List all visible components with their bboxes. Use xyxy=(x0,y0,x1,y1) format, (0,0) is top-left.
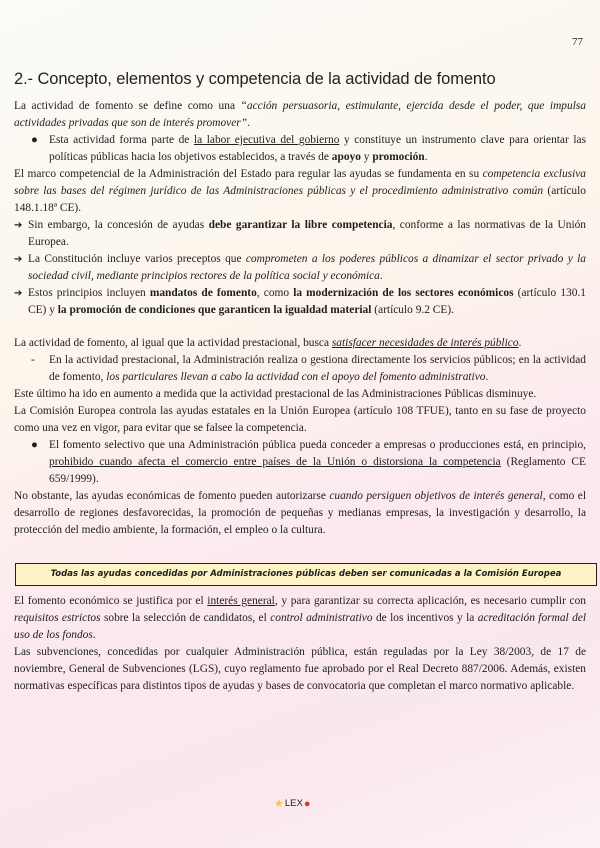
section-title: 2.- Concepto, elementos y competencia de la actividad de fomento xyxy=(14,70,496,88)
notice-box: Todas las ayudas concedidas por Administraciones públicas deben ser comunicadas a la Comisión Europea xyxy=(15,563,597,586)
paragraph: No obstante, las ayudas económicas de fomento pueden autorizarse cuando persiguen objetivos de interés general, como el desarrollo de regiones desfavorecidas, la promoción de pequeñas y medianas empresas, la investigación y desarrollo, la protección del medio ambiente, la formación, el empleo o la cultura. xyxy=(14,490,586,536)
paragraph: Este último ha ido en aumento a medida que la actividad prestacional de las Administraciones Públicas disminuye. xyxy=(14,388,537,400)
paragraph: La actividad de fomento, al igual que la actividad prestacional, busca satisfacer necesidades de interés público. xyxy=(14,337,522,349)
paragraph: Las subvenciones, concedidas por cualquier Administración pública, están reguladas por la Ley 38/2003, de 17 de noviembre, General de Subvenciones (LGS), cuyo reglamento fue aprobado por el Real Decreto 887/2006. Además, existen normativas específicas para distintos tipos de ayudas y bases de convocatoria que completan el marco normativo aplicable. xyxy=(14,646,586,692)
logo-text: LEX xyxy=(284,798,303,809)
drop-icon: ● xyxy=(303,797,311,810)
page-number: 77 xyxy=(572,36,583,48)
bullet-item: ● Esta actividad forma parte de la labor ejecutiva del gobierno y constituye un instrumento clave para orientar las políticas públicas hacia los objetivos establecidos, a través de apoyo y promoción. xyxy=(31,134,587,163)
paragraph: La actividad de fomento se define como una “acción persuasoria, estimulante, ejercida desde el poder, que impulsa actividades privadas que son de interés promover”. xyxy=(14,100,586,129)
secondary-text xyxy=(14,593,586,695)
dash-item: - En la actividad prestacional, la Administración realiza o gestiona directamente los servicios públicos; en la actividad de fomento, los particulares llevan a cabo la actividad con el apoyo del fomento administrativo. xyxy=(31,354,586,383)
main-text xyxy=(14,98,586,539)
arrow-item: ➔ Estos principios incluyen mandatos de fomento, como la modernización de los sectores económicos (artículo 130.1 CE) y la promoción de condiciones que garanticen la igualdad material (artículo 9.2 CE). xyxy=(14,287,586,316)
paragraph: El fomento económico se justifica por el interés general, y para garantizar su correcta aplicación, es necesario cumplir con requisitos estrictos sobre la selección de candidatos, el control administrativo de los incentivos y la acreditación formal del uso de los fondos. xyxy=(14,595,587,641)
paragraph: La Comisión Europea controla las ayudas estatales en la Unión Europea (artículo 108 TFUE), tanto en su fase de proyecto como una vez en vigor, para evitar que se falsee la competencia. xyxy=(14,405,586,434)
arrow-item: ➔ La Constitución incluye varios preceptos que comprometen a los poderes públicos a dinamizar el sector privado y la sociedad civil, mediante principios rectores de la política social y económica. xyxy=(14,253,586,282)
star-icon: ★ xyxy=(274,798,284,810)
footer-logo xyxy=(274,797,311,810)
arrow-item: ➔ Sin embargo, la concesión de ayudas debe garantizar la libre competencia, conforme a las normativas de la Unión Europea. xyxy=(14,219,587,248)
paragraph: El marco competencial de la Administración del Estado para regular las ayudas se fundamenta en su competencia exclusiva sobre las bases del régimen jurídico de las Administraciones públicas y el procedimiento administrativo común (artículo 148.1.18ª CE). xyxy=(14,168,586,214)
bullet-item: ● El fomento selectivo que una Administración pública pueda conceder a empresas o producciones está, en principio, prohibido cuando afecta el comercio entre países de la Unión o distorsiona la competencia (Reglamento CE 659/1999). xyxy=(31,439,586,485)
